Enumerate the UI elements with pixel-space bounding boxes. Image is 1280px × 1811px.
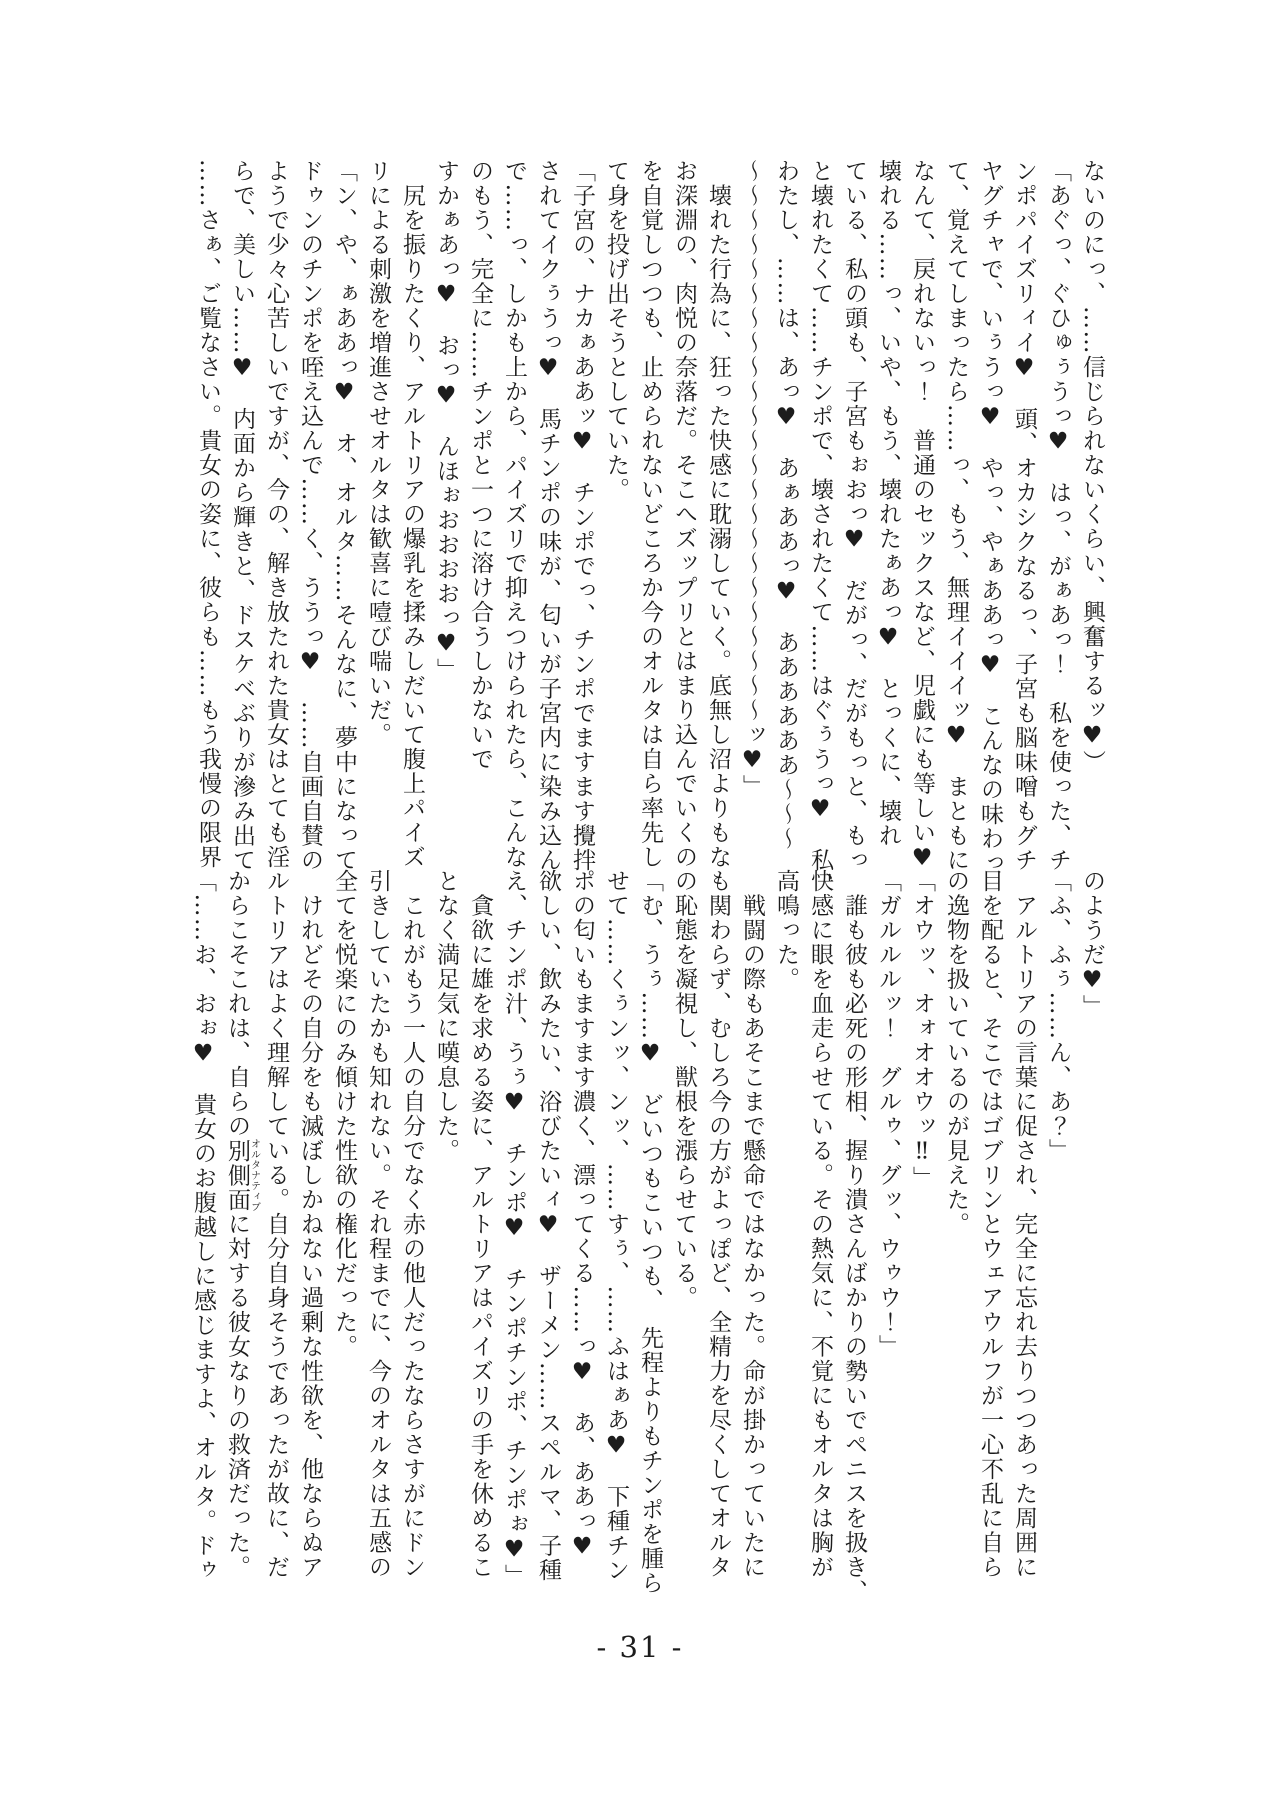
text-column: されてイクぅうっ♥ 馬チンポの味が、匂いが子宮内に染み込ん — [535, 159, 561, 873]
text-column: ヤグチャで、いぅうっ♥ やっ、やぁああっ♥ こんなの味わっ — [977, 159, 1003, 876]
text-column: ドゥンのチンポを咥え込んで……く、ううっ♥ ……自画自賛の — [297, 159, 323, 873]
text-column: 高鳴った。 — [773, 869, 799, 992]
text-column: 欲しい、飲みたい、浴びたいィ♥ ザーメン……スペルマ、子種 — [535, 869, 561, 1583]
text-column: 「あぐっ、ぐひゅぅうっ♥ はっ、がぁあっ！ 私を使った、チ — [1045, 159, 1071, 873]
text-column: も関わらず、むしろ今の方がよっぽど、全精力を尽くしてオルタ — [705, 869, 731, 1580]
text-column: で……っ、しかも上から、パイズリで抑えつけられたら、こんな — [501, 159, 527, 870]
text-column: ルトリアはよく理解している。自分自身そうであったが故に、だ — [263, 869, 289, 1580]
text-column: を自覚しつつも、止められないどころか今のオルタは自ら率先し — [637, 159, 663, 870]
text-segment: からこそこれは、自らの — [224, 869, 250, 1139]
text-column: リによる刺激を増進させオルタは歓喜に噎び喘いだ。 — [365, 159, 391, 747]
text-column: ようで少々心苦しいですが、今の、解き放たれた貴女はとても淫 — [263, 159, 289, 870]
text-column: 「子宮の、ナカぁああッ♥ チンポでっ、チンポでますます攪拌 — [569, 159, 595, 873]
text-column: の逸物を扱いているのが見えた。 — [943, 869, 969, 1237]
text-column: となく満足気に嘆息した。 — [433, 869, 459, 1163]
top-text-block — [191, 159, 1109, 907]
text-column: 快感に眼を血走らせている。その熱気に、不覚にもオルタは胸が — [807, 869, 833, 1580]
text-column: 「……お、おぉ♥ 貴女のお腹越しに感じますよ、オルタ。ドゥ — [190, 869, 216, 1583]
text-column: 「ふ、ふぅ……ん、あ？」 — [1045, 869, 1071, 1163]
text-column: のようだ♥」 — [1079, 869, 1105, 1019]
text-column: 「オウッ、オォオオウッ‼」 — [909, 869, 935, 1191]
text-column: 壊れる……っ、いや、もう、壊れたぁあっ♥ とっくに、壊れ — [875, 159, 901, 848]
text-column: わたし、……は、あっ♥ あぁああっ♥ ああああああ〜〜〜 — [773, 159, 799, 851]
text-column: 尻を振りたくり、アルトリアの爆乳を揉みしだいて腹上パイズ — [399, 159, 425, 870]
text-column: 「ン、や、ぁああっ♥ オ、オルタ……そんなに、夢中になって — [331, 159, 357, 873]
page-number: - 31 - — [596, 1630, 684, 1664]
text-column: 「ガルルルッ！ グルゥ、グッ、ウゥウ！」 — [875, 869, 901, 1359]
text-column: 戦闘の際もあそこまで懸命ではなかった。命が掛かっていたに — [739, 869, 765, 1580]
text-column: 全てを悦楽にのみ傾けた性欲の権化だった。 — [331, 869, 357, 1359]
ruby-annotation — [224, 1138, 260, 1213]
bottom-text-block — [186, 869, 1109, 1617]
text-column: 目を配ると、そこではゴブリンとウェアウルフが一心不乱に自ら — [977, 869, 1003, 1580]
text-column: 引きしていたかも知れない。それ程までに、今のオルタは五感の — [365, 869, 391, 1580]
text-column: の恥態を凝視し、獣根を漲らせている。 — [671, 869, 697, 1310]
text-column: なんて、戻れないっ！ 普通のセックスなど、児戯にも等しい♥ — [909, 159, 935, 873]
text-column-with-ruby — [220, 869, 259, 1617]
text-column: ないのにっ、……信じられないくらい、興奮するッ♥） — [1079, 159, 1105, 775]
text-column: 貪欲に雄を求める姿に、アルトリアはパイズリの手を休めるこ — [467, 869, 493, 1580]
text-column: と壊れたくて……チンポで、壊されたくて……はぐぅうっ♥ 私、 — [807, 159, 833, 897]
text-segment: に対する彼女なりの救済だった。 — [224, 1212, 250, 1580]
text-column: けれどその自分をも滅ぼしかねない過剰な性欲を、他ならぬア — [297, 869, 323, 1580]
text-column: せて……くぅンッ、ンッ、……すぅ、……ふはぁあ♥ 下種チン — [603, 869, 629, 1583]
text-column: え、チンポ汁、うぅ♥ チンポ♥ チンポチンポ、チンポぉ♥」 — [501, 869, 527, 1589]
text-column: すかぁあっ♥ おっ♥ んほぉおおおおっ♥」 — [433, 159, 459, 683]
text-column: て、覚えてしまったら……っ、もう、無理イイイッ♥ まともに — [943, 159, 969, 873]
text-column: 壊れた行為に、狂った快感に耽溺していく。底無し沼よりもな — [705, 159, 731, 870]
text-column: ンポパイズリィイ♥ 頭、オカシクなるっ、子宮も脳味噌もグチ — [1011, 159, 1037, 873]
ruby-base: 別側面 — [224, 1138, 250, 1212]
ruby-text: オルタナティブ — [248, 1138, 260, 1212]
text-column: ポの匂いもますます濃く、漂ってくる……っ♥ あ、ああっ♥ — [569, 869, 595, 1561]
text-column: 誰も彼も必死の形相、握り潰さんばかりの勢いでペニスを扱き、 — [841, 869, 867, 1604]
text-column: お深淵の、肉悦の奈落だ。そこへズップリとはまり込んでいくの — [671, 159, 697, 870]
text-column: 「む、うぅ……♥ どいつもこいつも、 先程よりもチンポを腫ら — [637, 869, 663, 1596]
text-column: らで、美しい……♥ 内面から輝きと、ドスケベぶりが滲み出て — [229, 159, 255, 873]
text-column: 〜〜〜〜〜〜〜〜〜〜〜〜〜〜〜〜〜〜〜〜〜〜〜ッ♥」 — [739, 159, 765, 799]
text-column: これがもう一人の自分でなく赤の他人だったならさすがにドン — [399, 869, 425, 1580]
text-column: のもう、完全に……チンポと一つに溶け合うしかないで — [467, 159, 493, 772]
text-column: て身を投げ出そうとしていた。 — [603, 159, 629, 502]
text-column: ……さぁ、ご覧なさい。貴女の姿に、彼らも……もう我慢の限界 — [195, 159, 221, 870]
text-column: ている、私の頭も、子宮もぉおっ♥ だがっ、だがもっと、もっ — [841, 159, 867, 873]
text-column: アルトリアの言葉に促され、完全に忘れ去りつつあった周囲に — [1011, 869, 1037, 1580]
